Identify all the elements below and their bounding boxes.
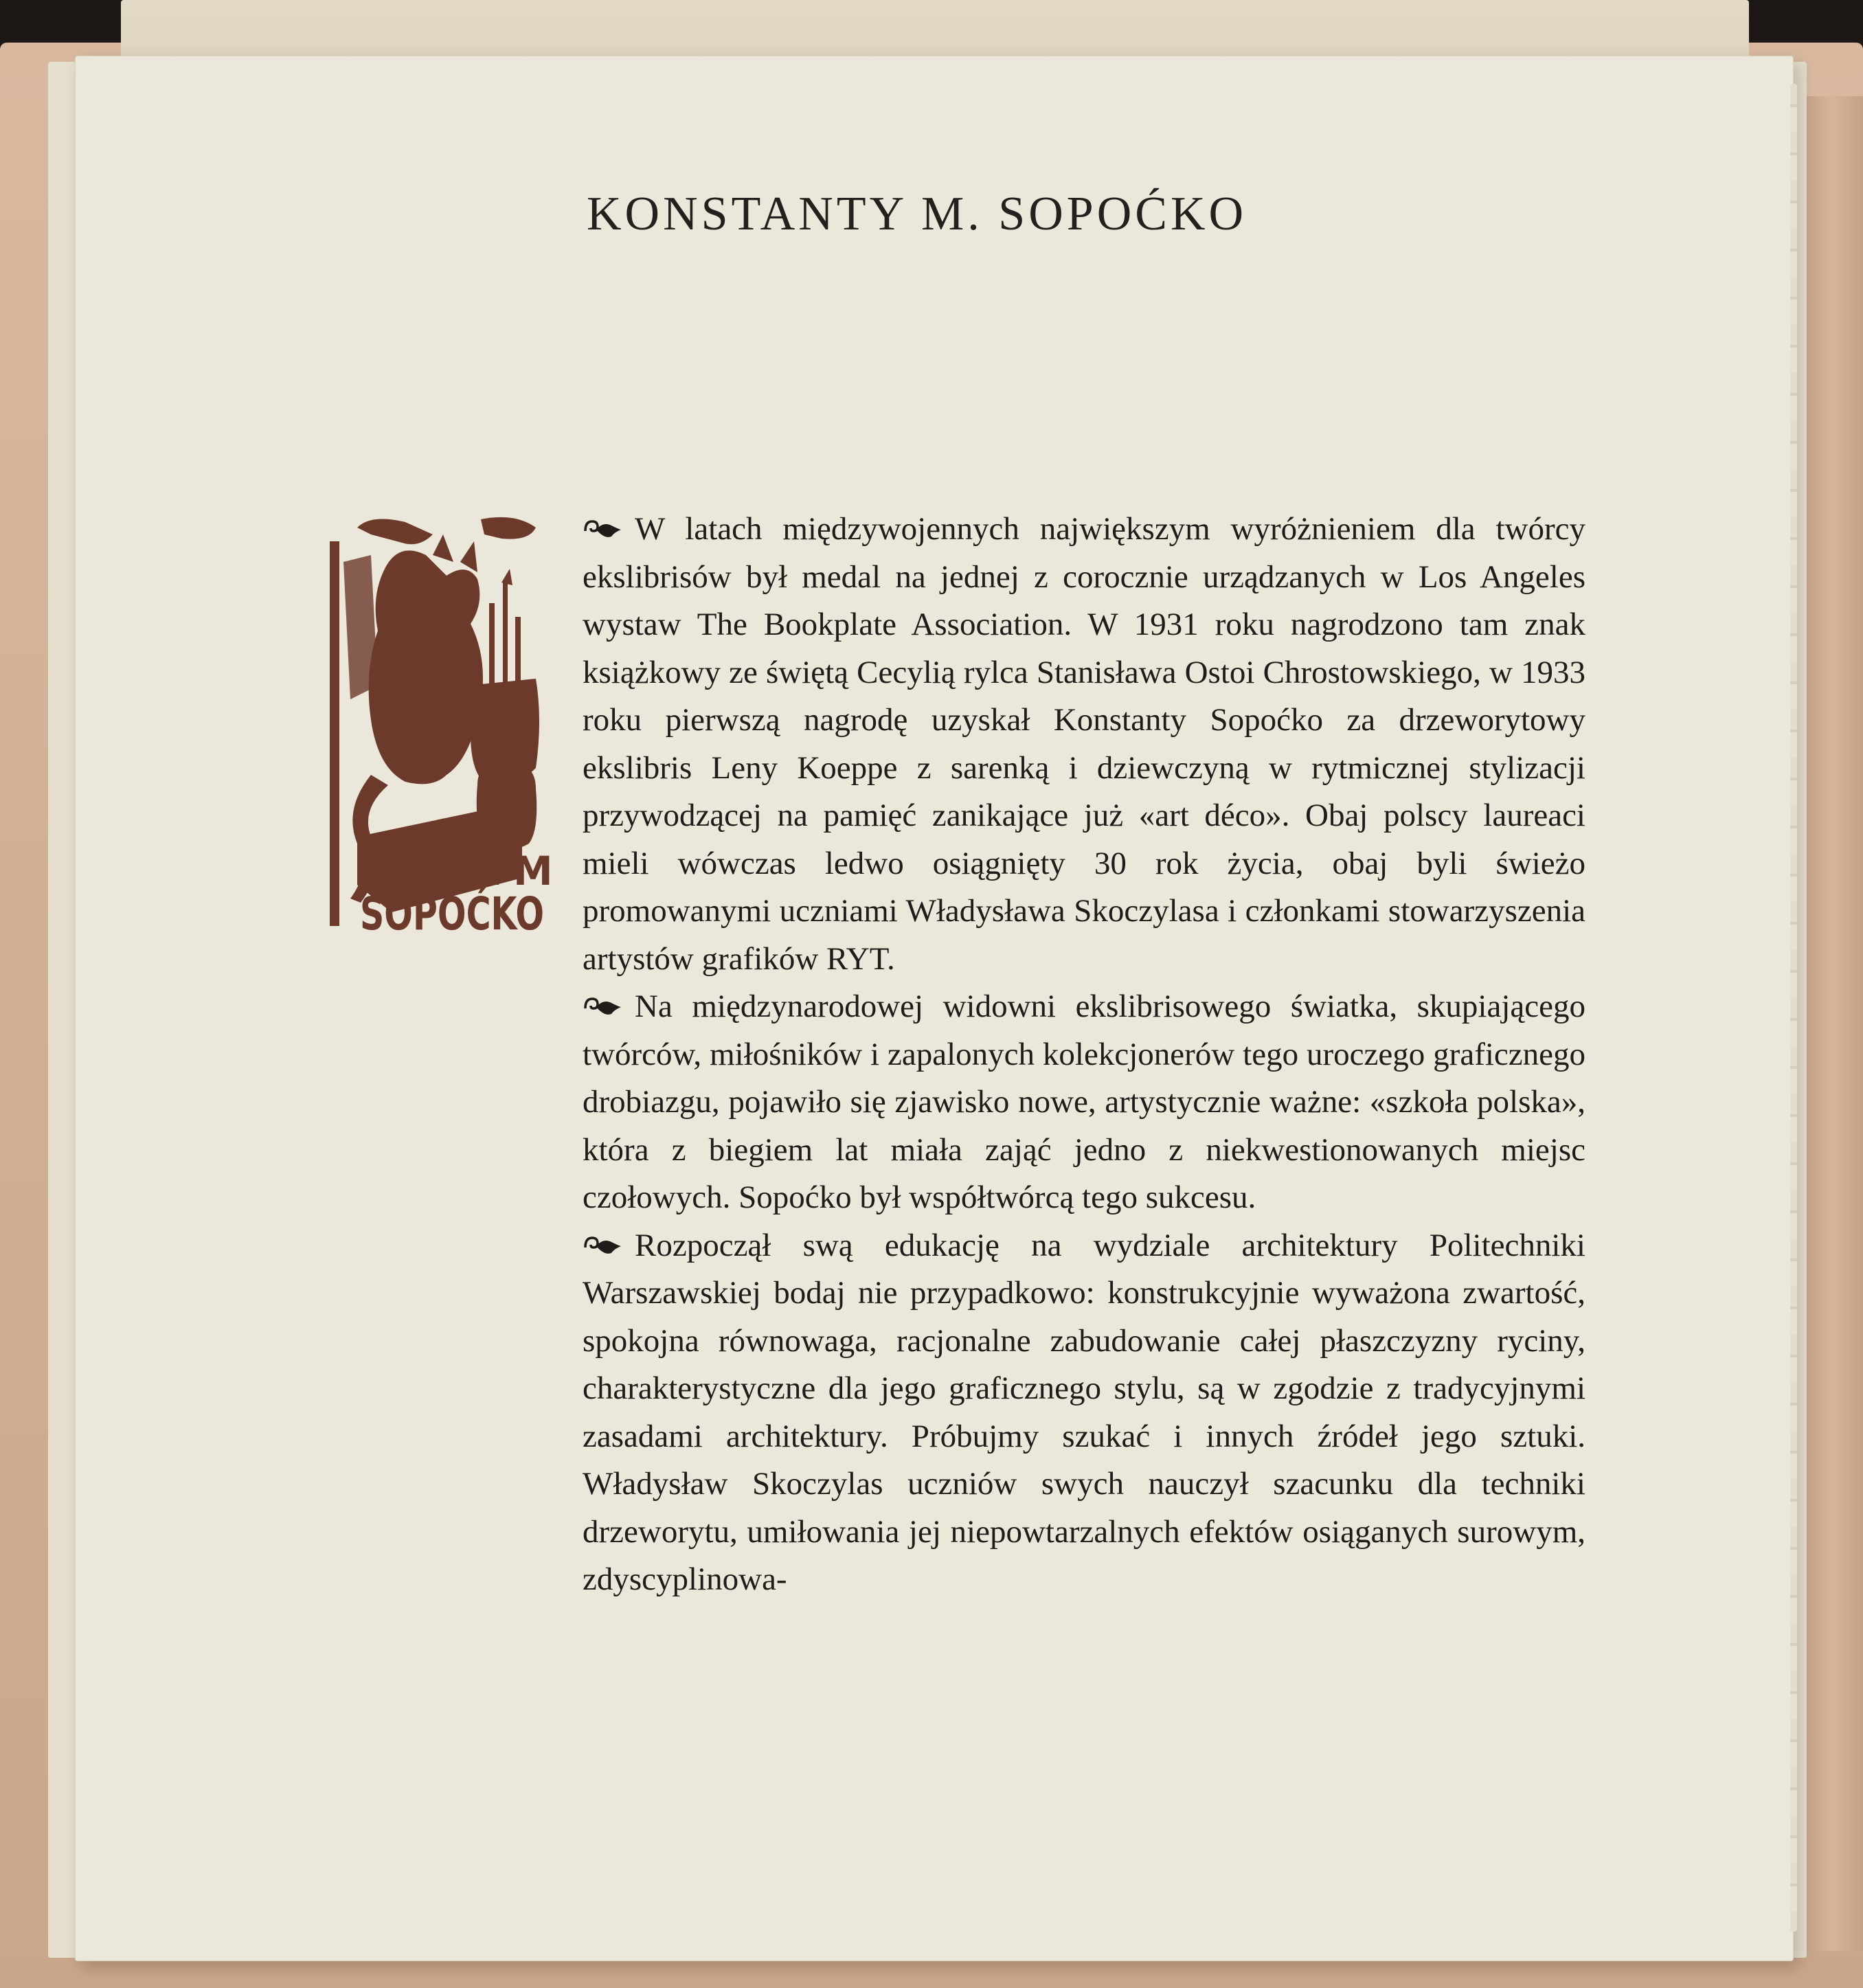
paragraph <box>583 1222 1585 1604</box>
paragraph-text: Rozpoczął swą edukację na wydziale architektury Politechniki Warszawskiej bodaj nie przypadkowo: konstrukcyjnie wyważona zwartość, spokojna równowaga, racjonalne zabudowanie całej płaszczyzny ryciny, charakterystyczne dla jego graficznego stylu, są w zgodzie z tradycyjnymi zasadami architektury. Próbujmy szukać i innych źródeł jego sztuki. Władysław Skoczylas uczniów swych nauczył szacunku dla techniki drzeworytu, umiłowania jej niepowtarzalnych efektów osiąganych surowym, zdyscyplinowa- <box>583 1227 1585 1597</box>
cat-woodcut-icon <box>330 517 553 940</box>
hedera-fleuron-icon <box>583 1234 622 1258</box>
page-title: KONSTANTY M. SOPOĆKO <box>587 188 1247 240</box>
paragraph <box>583 983 1585 1222</box>
hedera-fleuron-icon <box>583 517 622 542</box>
exlibris-woodcut <box>330 514 553 940</box>
paragraph <box>583 506 1585 983</box>
exlibris-name: SOPOĆKO <box>360 888 544 940</box>
paragraph-text: W latach międzywojennych największym wyróżnieniem dla twórcy ekslibrisów był medal na jednej z corocznie urządzanych w Los Angeles wystaw The Bookplate Association. W 1931 roku nagrodzono tam znak książkowy ze świętą Cecylią rylca Stanisława Ostoi Chrostowskiego, w 1933 roku pierwszą nagrodę uzyskał Konstanty Sopoćko za drzeworytowy ekslibris Leny Koeppe z sarenką i dziewczyną w rytmicznej stylizacji przywodzącej na pamięć zanikające już «art déco». Obaj polscy laureaci mieli wówczas ledwo osiągnięty 30 rok życia, obaj byli świeżo promowanymi uczniami Władysława Skoczylasa i członkami stowarzyszenia artystów grafików RYT. <box>583 511 1585 977</box>
paragraph-text: Na międzynarodowej widowni ekslibrisowego światka, skupiającego twórców, miłośników i zapalonych kolekcjonerów tego uroczego graficznego drobiazgu, pojawiło się zjawisko nowe, artystycznie ważne: «szkoła polska», która z biegiem lat miała zająć jedno z niekwestionowanych miejsc czołowych. Sopoćko był współtwórcą tego sukcesu. <box>583 989 1585 1215</box>
exlibris-initials: K·M <box>467 848 553 894</box>
hedera-fleuron-icon <box>583 995 622 1019</box>
body-text <box>583 506 1585 1604</box>
